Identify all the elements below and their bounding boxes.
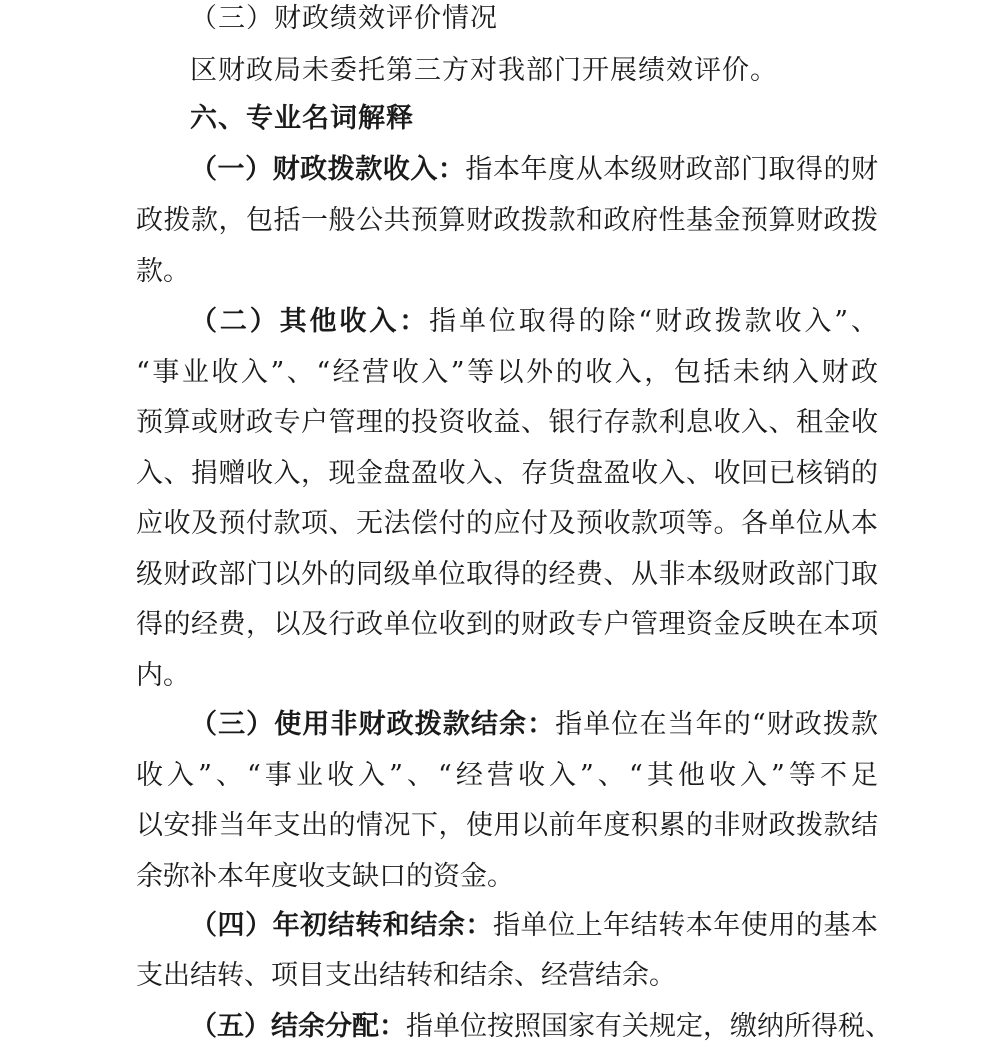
term-financial-appropriation-line-3: [136, 255, 878, 289]
term-definition-text: 应收及预付款项、无法偿付的应付及预收款项等。各单位从本: [136, 508, 878, 539]
term-definition-text: 级财政部门以外的同级单位取得的经费、从非本级财政部门取: [136, 559, 878, 590]
term-definition-text: 指单位在当年的“财政拨款: [555, 709, 878, 740]
section-heading-text: （三）财政绩效评价情况: [190, 3, 498, 34]
term-definition-text: 指单位上年结转本年使用的基本: [492, 910, 879, 941]
term-carryover-line-2: [136, 959, 878, 993]
term-definition-text: 指本年度从本级财政部门取得的财: [465, 154, 879, 185]
term-definition-text: 得的经费，以及行政单位收到的财政专户管理资金反映在本项: [136, 609, 878, 640]
term-financial-appropriation-line-1: [190, 153, 878, 187]
term-label: （五）结余分配：: [190, 1011, 406, 1042]
glossary-heading-text: 六、专业名词解释: [190, 103, 414, 134]
paragraph-text: 区财政局未委托第三方对我部门开展绩效评价。: [190, 55, 778, 86]
term-label: （三）使用非财政拨款结余：: [190, 709, 556, 740]
term-definition-text: 以安排当年支出的情况下，使用以前年度积累的非财政拨款结: [136, 810, 878, 841]
term-definition-text: 内。: [136, 660, 190, 691]
term-other-income-line-5: [136, 507, 878, 541]
term-label: （四）年初结转和结余：: [190, 910, 493, 941]
term-other-income-line-7: [136, 608, 878, 642]
term-financial-appropriation-line-2: [136, 204, 878, 238]
section-heading-performance-evaluation: [190, 2, 498, 36]
term-surplus-distribution-line-1: [190, 1010, 892, 1044]
term-definition-text: 收入”、“事业收入”、“经营收入”、“其他收入”等不足: [136, 760, 878, 791]
term-definition-text: 政拨款，包括一般公共预算财政拨款和政府性基金预算财政拨: [136, 205, 878, 236]
term-non-appropriation-balance-line-2: [136, 759, 878, 793]
term-other-income-line-2: [136, 356, 878, 390]
term-definition-text: 入、捐赠收入，现金盘盈收入、存货盘盈收入、收回已核销的: [136, 458, 878, 489]
term-non-appropriation-balance-line-3: [136, 809, 878, 843]
term-definition-text: “事业收入”、“经营收入”等以外的收入，包括未纳入财政: [136, 357, 878, 388]
term-label: （一）财政拨款收入：: [190, 154, 466, 185]
section-heading-glossary: [190, 102, 414, 136]
term-carryover-line-1: [190, 909, 878, 943]
paragraph-performance-evaluation: [190, 54, 778, 88]
term-label: （二）其他收入：: [190, 306, 430, 337]
term-non-appropriation-balance-line-1: [190, 708, 878, 742]
term-other-income-line-4: [136, 457, 878, 491]
term-definition-text: 预算或财政专户管理的投资收益、银行存款利息收入、租金收: [136, 407, 878, 438]
term-other-income-line-6: [136, 558, 878, 592]
term-non-appropriation-balance-line-4: [136, 860, 878, 894]
term-other-income-line-8: [136, 659, 878, 693]
term-definition-text: 指单位按照国家有关规定，缴纳所得税、: [406, 1011, 892, 1042]
term-definition-text: 款。: [136, 256, 190, 287]
term-definition-text: 余弥补本年度收支缺口的资金。: [136, 861, 514, 892]
term-definition-text: 支出结转、项目支出结转和结余、经营结余。: [136, 960, 676, 991]
term-other-income-line-3: [136, 406, 878, 440]
term-definition-text: 指单位取得的除“财政拨款收入”、: [429, 306, 878, 337]
term-other-income-line-1: [190, 305, 878, 339]
